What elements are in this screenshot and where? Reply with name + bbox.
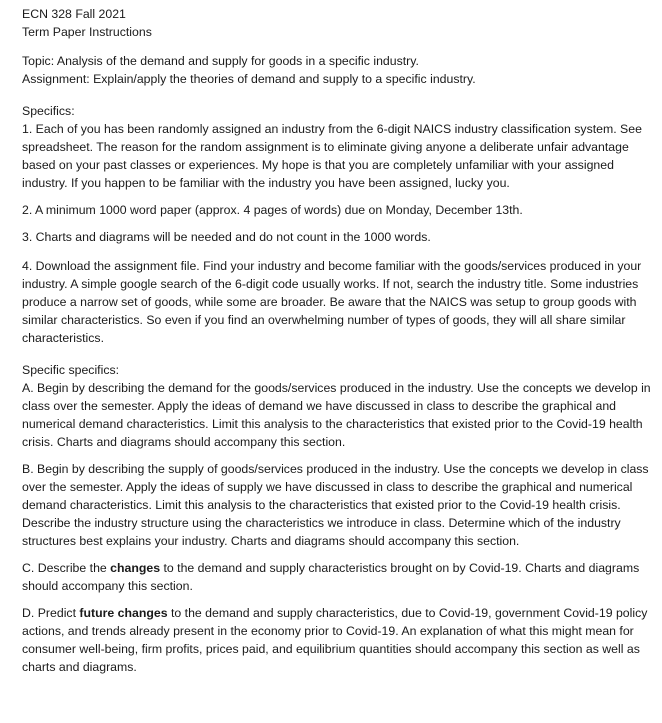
item-d-emphasis: future changes xyxy=(79,606,168,620)
specific-specifics-item-b: B. Begin by describing the supply of goods/services produced in the industry. Use the concepts we develop in class over the semester. Apply the ideas of supply we have discussed in class to describe the graphical and numerical demand characteristics. Limit this analysis to the characteristics that existed prior to the Covid-19 health crisis. Describe the industry structure using the characteristics we introduce in class. Determine which of the industry structures best explains your industry. Charts and diagrams should accompany this section. xyxy=(22,462,649,548)
specific-specifics-heading: Specific specifics: xyxy=(22,363,120,377)
specific-specifics-item-d xyxy=(22,604,652,676)
item-d-text-pre: D. Predict xyxy=(22,606,80,620)
assignment-line: Assignment: Explain/apply the theories of demand and supply to a specific industry. xyxy=(22,72,476,86)
specifics-item-1: 1. Each of you has been randomly assigned an industry from the 6-digit NAICS industry classification system. See spreadsheet. The reason for the random assignment is to eliminate giving anyone a deliberate unfair advantage based on your past classes or experiences. My hope is that you are completely unfamiliar with your assigned industry. If you happen to be familiar with the industry you have been assigned, lucky you. xyxy=(22,122,642,190)
item-c-emphasis: changes xyxy=(110,561,161,575)
specifics-item-2: 2. A minimum 1000 word paper (approx. 4 pages of words) due on Monday, December 13th. xyxy=(22,203,523,217)
specific-specifics-item-c xyxy=(22,559,652,595)
document-title: Term Paper Instructions xyxy=(22,25,152,39)
course-line: ECN 328 Fall 2021 xyxy=(22,7,126,21)
item-c-text-post: to the demand and supply characteristics brought on by Covid-19. Charts and diagrams should accompany this section. xyxy=(22,561,640,593)
document-body xyxy=(22,5,652,676)
item-d-text-post: to the demand and supply characteristics, due to Covid-19, government Covid-19 policy actions, and trends already present in the economy prior to Covid-19. An explanation of what this might mean for consumer well-being, firm profits, prices paid, and equilibrium quantities should accompany this section as well as charts and diagrams. xyxy=(22,606,648,674)
specifics-item-3: 3. Charts and diagrams will be needed and do not count in the 1000 words. xyxy=(22,230,431,244)
specifics-heading: Specifics: xyxy=(22,104,75,118)
topic-line: Topic: Analysis of the demand and supply for goods in a specific industry. xyxy=(22,54,419,68)
item-c-text-pre: C. Describe the xyxy=(22,561,111,575)
specific-specifics-item-a: A. Begin by describing the demand for the goods/services produced in the industry. Use the concepts we develop in class over the semester. Apply the ideas of demand we have discussed in class to describe the graphical and numerical demand characteristics. Limit this analysis to the characteristics that existed prior to the Covid-19 health crisis. Charts and diagrams should accompany this section. xyxy=(22,381,651,449)
specifics-item-4: 4. Download the assignment file. Find your industry and become familiar with the goods/services produced in your industry. A simple google search of the 6-digit code usually works. If not, search the industry title. Some industries produce a narrow set of goods, while some are broader. Be aware that the NAICS was setup to group goods with similar characteristics. So even if you find an overwhelming number of types of goods, they will all share similar characteristics. xyxy=(22,259,642,345)
